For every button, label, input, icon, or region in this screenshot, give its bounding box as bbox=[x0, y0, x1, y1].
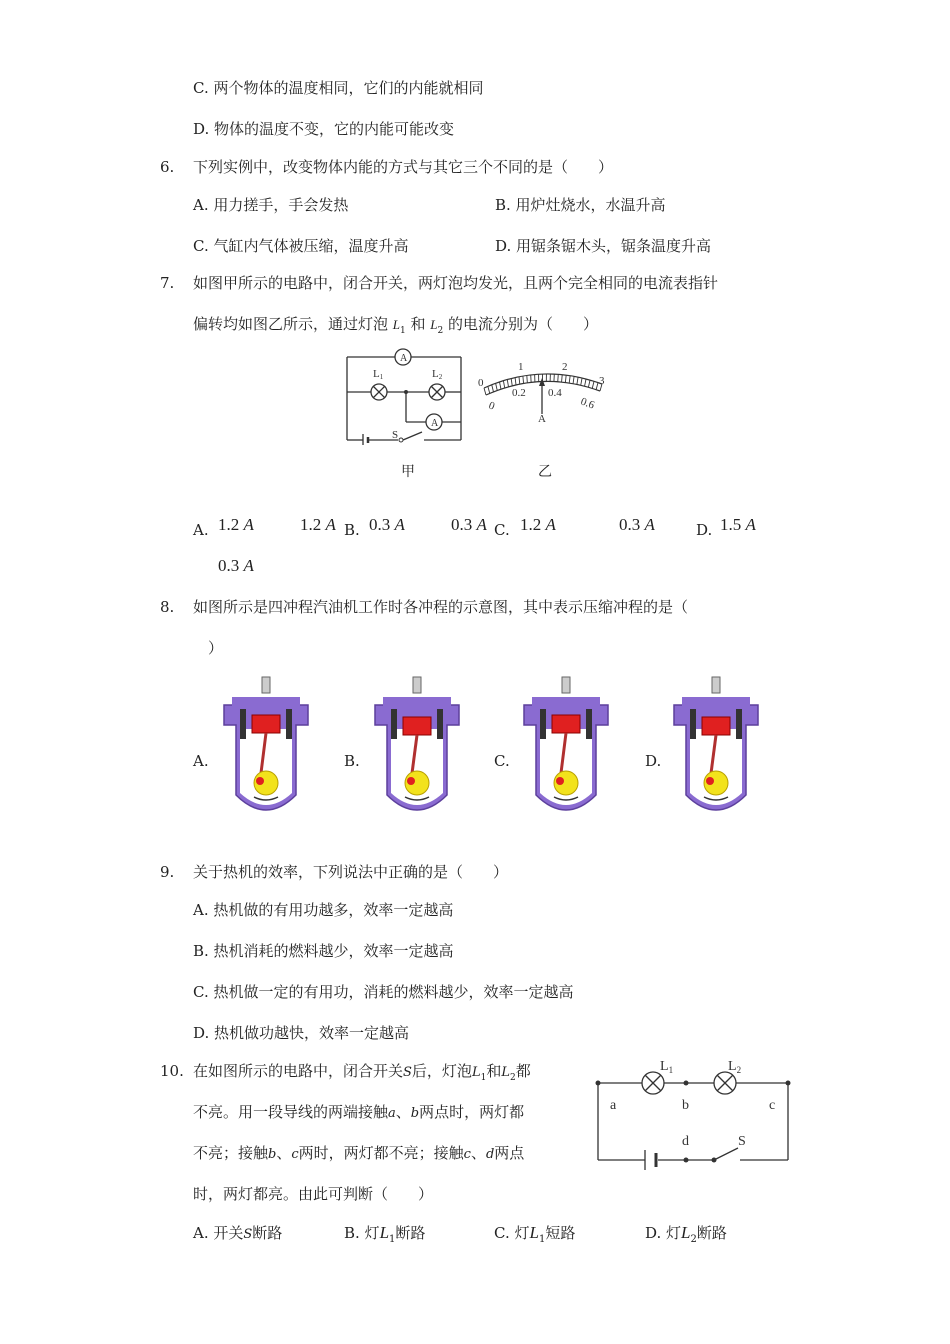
q7-option-c-v1: 1.2 A bbox=[520, 515, 556, 534]
meter-tick bbox=[500, 382, 501, 389]
fig-switch-s: S bbox=[738, 1134, 746, 1149]
svg-text:L2: L2 bbox=[432, 368, 443, 381]
q5-option-d: D. 物体的温度不变，它的内能可能改变 bbox=[193, 120, 455, 138]
meter-tick bbox=[596, 383, 598, 390]
q8-engine-figure-c bbox=[518, 675, 614, 829]
q10-option-a: A. 开关S断路 bbox=[193, 1224, 283, 1242]
q8-stem-close: ） bbox=[208, 639, 224, 657]
fig-point-d: d bbox=[682, 1134, 689, 1149]
q6-option-d: D. 用锯条锯木头，锯条温度升高 bbox=[495, 237, 712, 255]
meter-tick bbox=[562, 375, 563, 382]
meter-tick bbox=[577, 377, 578, 384]
q8-number: 8. bbox=[160, 598, 175, 616]
meter-tick bbox=[569, 376, 570, 383]
meter-top-3: 3 bbox=[599, 375, 605, 387]
meter-top-0: 0 bbox=[478, 377, 484, 389]
q7-circuit-diagram bbox=[340, 345, 480, 445]
q8-label-b: B. bbox=[344, 752, 360, 770]
q8-label-c: C. bbox=[494, 752, 510, 770]
q7-stem-line1: 如图甲所示的电路中，闭合开关，两灯泡均发光，且两个完全相同的电流表指针 bbox=[193, 274, 719, 292]
q7-option-b: B. bbox=[344, 521, 360, 539]
q9-option-d: D. 热机做功越快，效率一定越高 bbox=[193, 1024, 410, 1042]
q7-option-d: D. bbox=[696, 521, 713, 539]
q7-option-b-v2: 0.3 A bbox=[451, 515, 487, 534]
q6-stem: 下列实例中，改变物体内能的方式与其它三个不同的是（ ） bbox=[193, 158, 614, 176]
meter-tick bbox=[565, 375, 566, 382]
fig-point-c: c bbox=[769, 1098, 776, 1113]
q10-line1: 在如图所示的电路中，闭合开关S后，灯泡$L_1$和$L_2$都 bbox=[193, 1062, 531, 1083]
svg-text:A: A bbox=[431, 418, 439, 429]
q7-stem-line2: 偏转均如图乙所示，通过灯泡 $L_1$ 和 $L_2$ 的电流分别为（ ） bbox=[193, 315, 599, 336]
meter-bottom-3: 0.6 bbox=[578, 395, 596, 412]
meter-tick bbox=[484, 388, 486, 395]
q8-engine-figure-b bbox=[369, 675, 465, 829]
q10-line4: 时，两灯都亮。由此可判断（ ） bbox=[193, 1185, 434, 1203]
meter-bottom-2: 0.4 bbox=[548, 387, 562, 399]
q7-option-a-v2: 1.2 A bbox=[300, 515, 336, 534]
q10-circuit-diagram bbox=[590, 1052, 800, 1177]
q7-option-d-v2: 0.3 A bbox=[218, 556, 254, 575]
meter-tick bbox=[585, 379, 586, 386]
meter-tick bbox=[496, 383, 498, 390]
q9-number: 9. bbox=[160, 863, 175, 881]
q7-option-a: A. bbox=[193, 521, 209, 539]
svg-text:A: A bbox=[400, 353, 408, 364]
meter-tick bbox=[507, 380, 508, 387]
q9-stem: 关于热机的效率，下列说法中正确的是（ ） bbox=[193, 863, 509, 881]
meter-top-1: 1 bbox=[518, 361, 524, 373]
q6-number: 6. bbox=[160, 158, 175, 176]
meter-tick bbox=[519, 377, 520, 384]
q7-fig-label-yi: 乙 bbox=[538, 464, 552, 480]
fig-point-b: b bbox=[682, 1098, 689, 1113]
q10-option-d: D. 灯$L_2$断路 bbox=[645, 1223, 727, 1245]
meter-bottom-1: 0.2 bbox=[512, 387, 526, 399]
meter-tick bbox=[527, 375, 528, 382]
q7-option-b-v1: 0.3 A bbox=[369, 515, 405, 534]
fig-L1: $L_1$ bbox=[660, 1059, 674, 1075]
meter-tick bbox=[488, 386, 490, 393]
meter-tick bbox=[573, 376, 574, 383]
meter-top-2: 2 bbox=[562, 361, 568, 373]
q10-line2: 不亮。用一段导线的两端接触a、b两点时，两灯都 bbox=[193, 1103, 525, 1121]
q10-option-b: B. 灯$L_1$断路 bbox=[344, 1223, 426, 1245]
q6-option-a: A. 用力搓手，手会发热 bbox=[193, 196, 349, 214]
q9-option-c: C. 热机做一定的有用功，消耗的燃料越少，效率一定越高 bbox=[193, 983, 574, 1001]
q10-line3: 不亮；接触b、c两时，两灯都不亮；接触c、d两点 bbox=[193, 1144, 525, 1162]
q5-option-c: C. 两个物体的温度相同，它们的内能就相同 bbox=[193, 79, 484, 97]
svg-text:L1: L1 bbox=[373, 368, 384, 381]
meter-bottom-0: 0 bbox=[486, 399, 497, 413]
q7-option-d-v1: 1.5 A bbox=[720, 515, 756, 534]
q7-option-c-v2: 0.3 A bbox=[619, 515, 655, 534]
q7-fig-label-jia: 甲 bbox=[401, 464, 415, 480]
q8-engine-figure-d bbox=[668, 675, 764, 829]
q7-number: 7. bbox=[160, 274, 175, 292]
q7-option-c: C. bbox=[494, 521, 510, 539]
q10-option-c: C. 灯$L_1$短路 bbox=[494, 1223, 576, 1245]
q8-label-d: D. bbox=[645, 752, 662, 770]
q7-option-a-v1: 1.2 A bbox=[218, 515, 254, 534]
fig-L2: $L_2$ bbox=[728, 1059, 742, 1075]
svg-text:S: S bbox=[392, 429, 399, 441]
q8-engine-figure-a bbox=[218, 675, 314, 829]
meter-tick bbox=[588, 380, 590, 387]
q9-option-b: B. 热机消耗的燃料越少，效率一定越高 bbox=[193, 942, 454, 960]
q7-ammeter-dial bbox=[470, 352, 620, 432]
meter-tick bbox=[511, 378, 512, 385]
meter-tick bbox=[523, 376, 524, 383]
fig-point-a: a bbox=[610, 1098, 617, 1113]
q6-option-b: B. 用炉灶烧水，水温升高 bbox=[495, 196, 666, 214]
meter-tick bbox=[503, 381, 504, 388]
q8-label-a: A. bbox=[193, 752, 209, 770]
meter-tick bbox=[515, 378, 516, 385]
meter-tick bbox=[558, 374, 559, 381]
meter-tick bbox=[581, 378, 582, 385]
meter-tick bbox=[492, 385, 494, 392]
q9-option-a: A. 热机做的有用功越多，效率一定越高 bbox=[193, 901, 454, 919]
meter-tick bbox=[592, 381, 594, 388]
q10-number: 10. bbox=[160, 1062, 184, 1080]
meter-unit: A bbox=[538, 413, 546, 425]
q8-stem: 如图所示是四冲程汽油机工作时各冲程的示意图，其中表示压缩冲程的是（ bbox=[193, 598, 689, 616]
q6-option-c: C. 气缸内气体被压缩，温度升高 bbox=[193, 237, 409, 255]
